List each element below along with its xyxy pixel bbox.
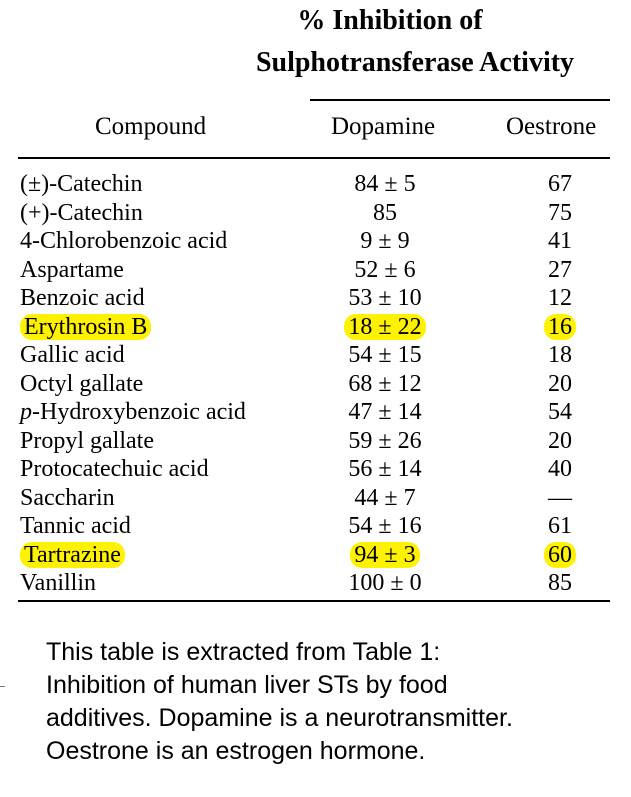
cell-compound [20, 199, 143, 227]
table-bottom-rule [18, 600, 610, 602]
caption-line: This table is extracted from Table 1: [46, 638, 441, 666]
cell-compound-text: Saccharin [20, 484, 115, 511]
cell-compound [20, 484, 115, 512]
cell-oestrone-text: 75 [548, 199, 572, 226]
cell-compound-text: 4-Chlorobenzoic acid [20, 228, 228, 254]
cell-oestrone-text: 12 [548, 285, 572, 311]
cell-compound-text: Protocatechuic acid [20, 456, 209, 482]
cell-oestrone [520, 313, 600, 341]
table-row [0, 398, 631, 426]
table-row [0, 170, 631, 198]
cell-dopamine [300, 341, 470, 369]
cell-dopamine [300, 227, 470, 255]
table-row [0, 455, 631, 483]
table-title-line-2: Sulphotransferase Activity [255, 47, 575, 78]
cell-compound [20, 256, 124, 284]
cell-oestrone-text: 67 [548, 171, 572, 197]
cell-compound-text: (±)-Catechin [20, 171, 143, 197]
table-row [0, 370, 631, 398]
table-row [0, 341, 631, 369]
cell-dopamine-text: 9 ± 9 [360, 228, 410, 254]
margin-mark [0, 686, 5, 687]
cell-oestrone [520, 484, 600, 512]
cell-oestrone [520, 341, 600, 369]
table-row [0, 313, 631, 341]
column-header-compound: Compound [95, 113, 207, 140]
caption-line: additives. Dopamine is a neurotransmitter. [46, 704, 513, 732]
cell-dopamine-text: 52 ± 6 [354, 256, 416, 283]
cell-dopamine-text: 68 ± 12 [348, 370, 422, 397]
table-row [0, 199, 631, 227]
cell-compound [20, 341, 125, 369]
table-row [0, 484, 631, 512]
cell-oestrone-text: 27 [548, 256, 572, 283]
cell-dopamine-text: 100 ± 0 [348, 570, 422, 596]
cell-oestrone [520, 370, 600, 398]
cell-dopamine-text: 84 ± 5 [354, 171, 416, 197]
cell-dopamine [300, 284, 470, 312]
cell-oestrone [520, 284, 600, 312]
cell-oestrone-text: 61 [548, 513, 572, 539]
caption-line: Oestrone is an estrogen hormone. [46, 737, 426, 765]
cell-dopamine [300, 455, 470, 483]
cell-dopamine-text: 56 ± 14 [348, 456, 422, 482]
cell-compound-text: Aspartame [20, 256, 124, 283]
cell-compound-text: Vanillin [20, 570, 96, 596]
cell-compound-text: p-Hydroxybenzoic acid [20, 399, 246, 425]
cell-dopamine [300, 512, 470, 540]
caption-line: Inhibition of human liver STs by food [46, 671, 448, 699]
table-row [0, 284, 631, 312]
cell-compound-text: (+)-Catechin [20, 199, 143, 226]
cell-oestrone-text: 20 [548, 427, 572, 454]
cell-compound [20, 512, 131, 540]
cell-dopamine-text: 18 ± 22 [344, 314, 425, 340]
cell-dopamine [300, 398, 470, 426]
column-header-oestrone: Oestrone [506, 113, 597, 140]
cell-oestrone-text: 20 [548, 370, 572, 397]
cell-compound-text: Erythrosin B [20, 314, 151, 340]
cell-compound [20, 427, 154, 455]
cell-dopamine-text: 85 [373, 199, 397, 226]
cell-oestrone [520, 398, 600, 426]
cell-dopamine [300, 256, 470, 284]
cell-oestrone [520, 541, 600, 569]
cell-dopamine [300, 370, 470, 398]
table-row [0, 227, 631, 255]
cell-oestrone [520, 455, 600, 483]
cell-compound [20, 370, 143, 398]
cell-dopamine-text: 54 ± 16 [348, 513, 422, 539]
cell-oestrone-text: 16 [544, 314, 576, 340]
cell-compound-text: Octyl gallate [20, 370, 144, 397]
cell-dopamine-text: 53 ± 10 [348, 285, 422, 311]
table-row [0, 512, 631, 540]
column-header-dopamine: Dopamine [331, 113, 436, 140]
cell-dopamine-text: 94 ± 3 [350, 542, 419, 568]
cell-compound [20, 398, 246, 426]
cell-oestrone-text: 54 [548, 399, 572, 425]
cell-oestrone [520, 199, 600, 227]
cell-dopamine-text: 54 ± 15 [348, 342, 422, 368]
caption [46, 636, 626, 768]
cell-compound-text: Tartrazine [20, 542, 125, 568]
cell-compound [20, 541, 125, 569]
cell-compound-text: Benzoic acid [20, 285, 145, 311]
cell-oestrone-text: 85 [548, 570, 572, 596]
cell-dopamine [300, 569, 470, 597]
cell-dopamine-text: 59 ± 26 [348, 427, 422, 454]
table-row [0, 256, 631, 284]
cell-dopamine-text: 47 ± 14 [348, 399, 422, 425]
cell-oestrone [520, 427, 600, 455]
title-rule [310, 99, 610, 101]
cell-oestrone-text: 40 [548, 456, 572, 482]
cell-compound-text: Propyl gallate [20, 427, 154, 454]
cell-dopamine [300, 313, 470, 341]
cell-compound [20, 227, 227, 255]
table-row [0, 569, 631, 597]
cell-oestrone [520, 170, 600, 198]
cell-oestrone-text: — [548, 484, 572, 511]
cell-oestrone [520, 512, 600, 540]
table-title-line-1: % Inhibition of [297, 5, 483, 36]
cell-oestrone [520, 227, 600, 255]
cell-dopamine [300, 170, 470, 198]
cell-oestrone [520, 569, 600, 597]
cell-compound-text: Tannic acid [20, 513, 131, 539]
cell-dopamine [300, 541, 470, 569]
cell-compound [20, 569, 96, 597]
cell-oestrone-text: 60 [544, 542, 576, 568]
cell-dopamine [300, 427, 470, 455]
table-row [0, 427, 631, 455]
cell-dopamine-text: 44 ± 7 [354, 484, 416, 511]
cell-compound [20, 284, 145, 312]
cell-compound [20, 313, 151, 341]
cell-oestrone-text: 41 [548, 228, 572, 254]
cell-compound [20, 455, 209, 483]
cell-oestrone-text: 18 [548, 342, 572, 368]
cell-compound [20, 170, 142, 198]
cell-dopamine [300, 484, 470, 512]
table-row [0, 541, 631, 569]
cell-oestrone [520, 256, 600, 284]
cell-compound-text: Gallic acid [20, 342, 125, 368]
cell-dopamine [300, 199, 470, 227]
header-rule [18, 157, 610, 159]
